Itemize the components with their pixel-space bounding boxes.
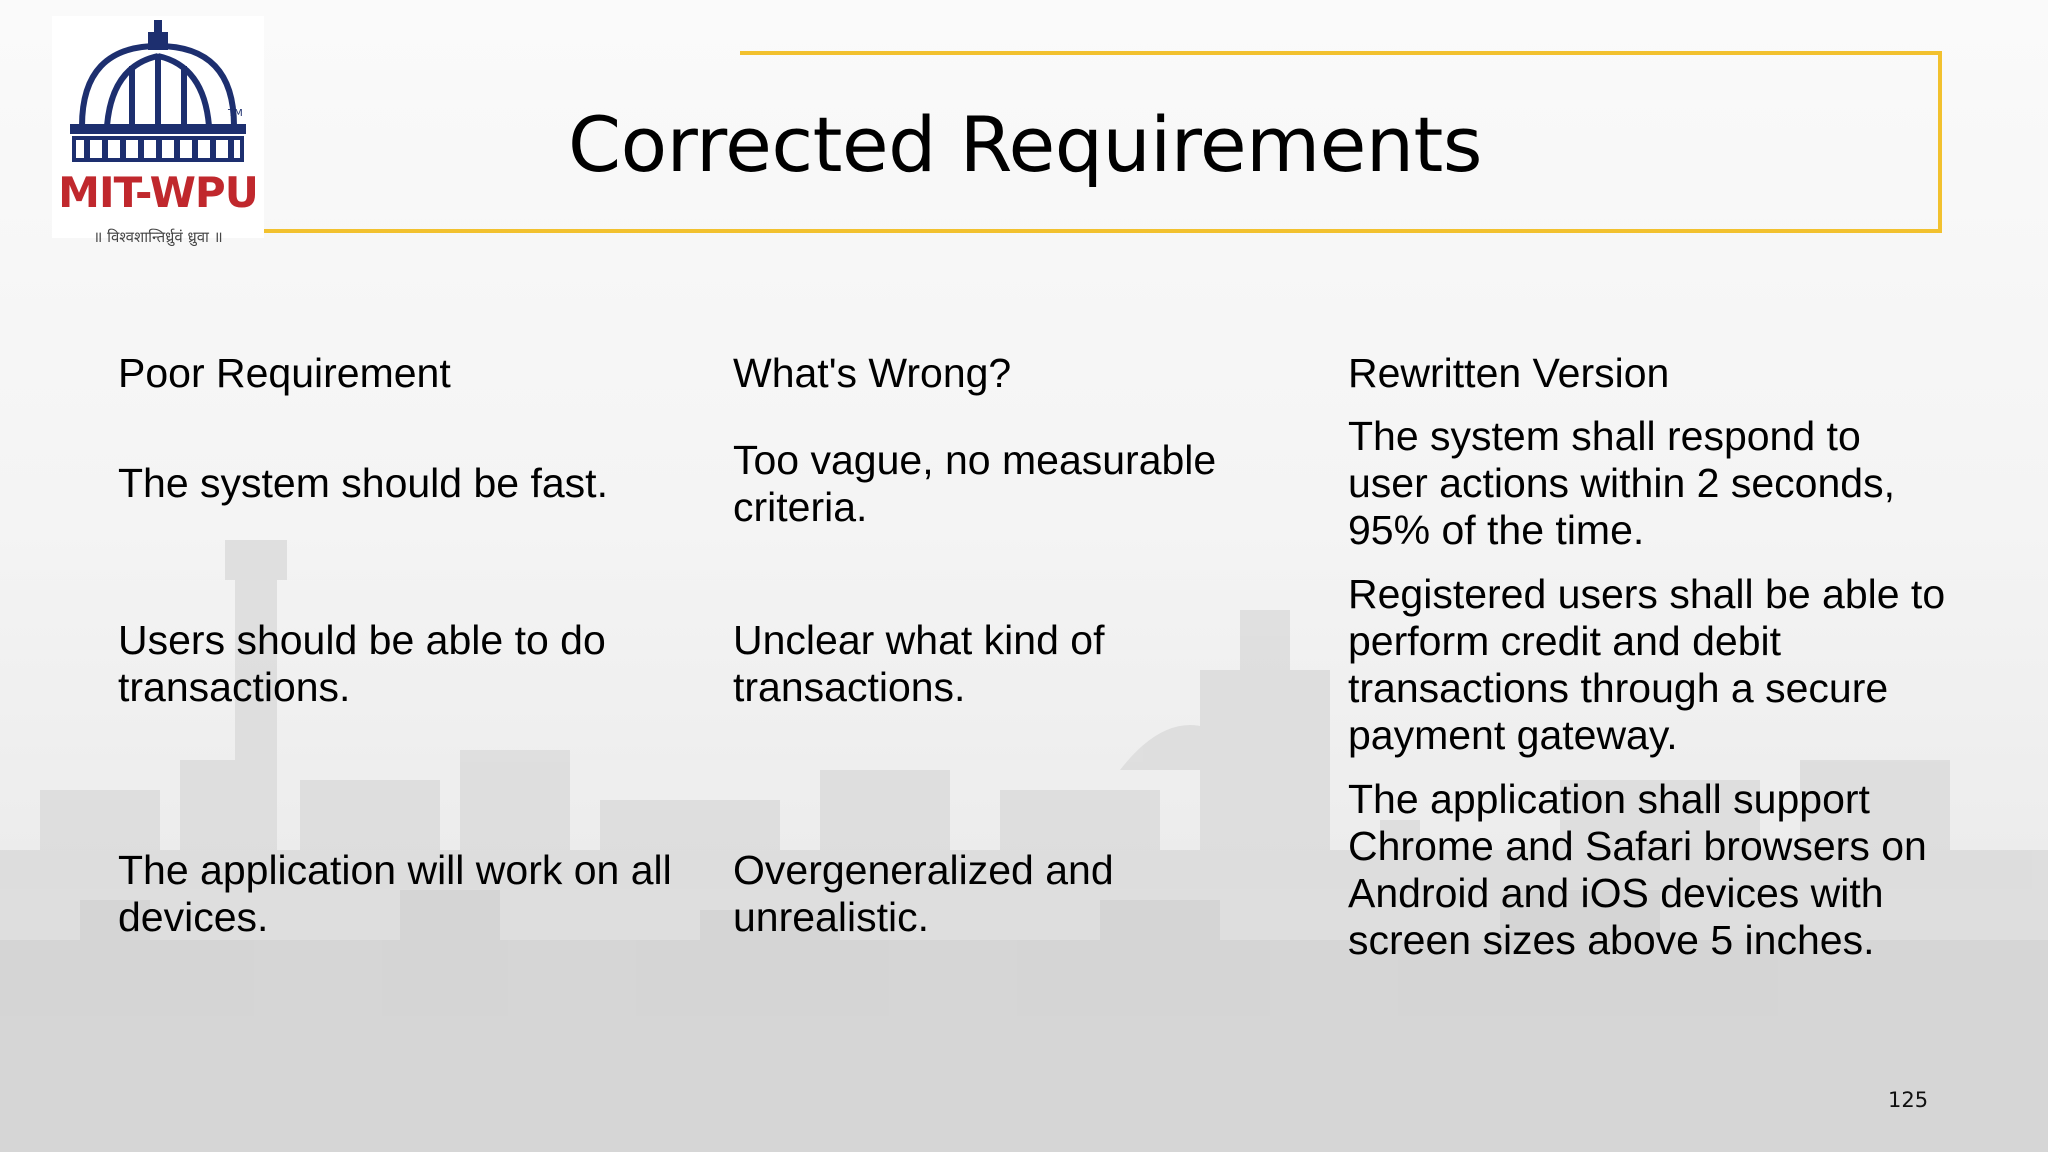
row-3-poor: The application will work on all devices. — [118, 847, 672, 940]
logo-wordmark: MIT-WPU — [58, 168, 258, 217]
row-3-wrong: Overgeneralized and unrealistic. — [733, 847, 1114, 940]
slide-title: Corrected Requirements — [568, 100, 1482, 189]
header-poor-requirement: Poor Requirement — [118, 350, 451, 396]
row-2-poor: Users should be able to do transactions. — [118, 617, 606, 710]
row-2-wrong: Unclear what kind of transactions. — [733, 617, 1105, 710]
row-1-rewritten: The system shall respond to user actions within 2 seconds, 95% of the time. — [1348, 413, 1895, 553]
logo-tagline: ॥ विश्वशान्तिर्ध्रुवं ध्रुवा ॥ — [93, 228, 223, 246]
dome-icon — [52, 16, 264, 176]
svg-text:TM: TM — [228, 108, 243, 119]
page-number: 125 — [1888, 1088, 1929, 1112]
mit-wpu-logo — [52, 16, 264, 246]
header-rewritten-version: Rewritten Version — [1348, 350, 1670, 396]
title-underline — [264, 229, 744, 233]
row-1-poor: The system should be fast. — [118, 460, 608, 506]
row-3-rewritten: The application shall support Chrome and Safari browsers on Android and iOS devices with screen sizes above 5 inches. — [1348, 776, 1927, 963]
row-2-rewritten: Registered users shall be able to perform credit and debit transactions through a secure payment gateway. — [1348, 571, 1946, 758]
header-whats-wrong: What's Wrong? — [733, 350, 1012, 396]
row-1-wrong: Too vague, no measurable criteria. — [733, 437, 1217, 530]
